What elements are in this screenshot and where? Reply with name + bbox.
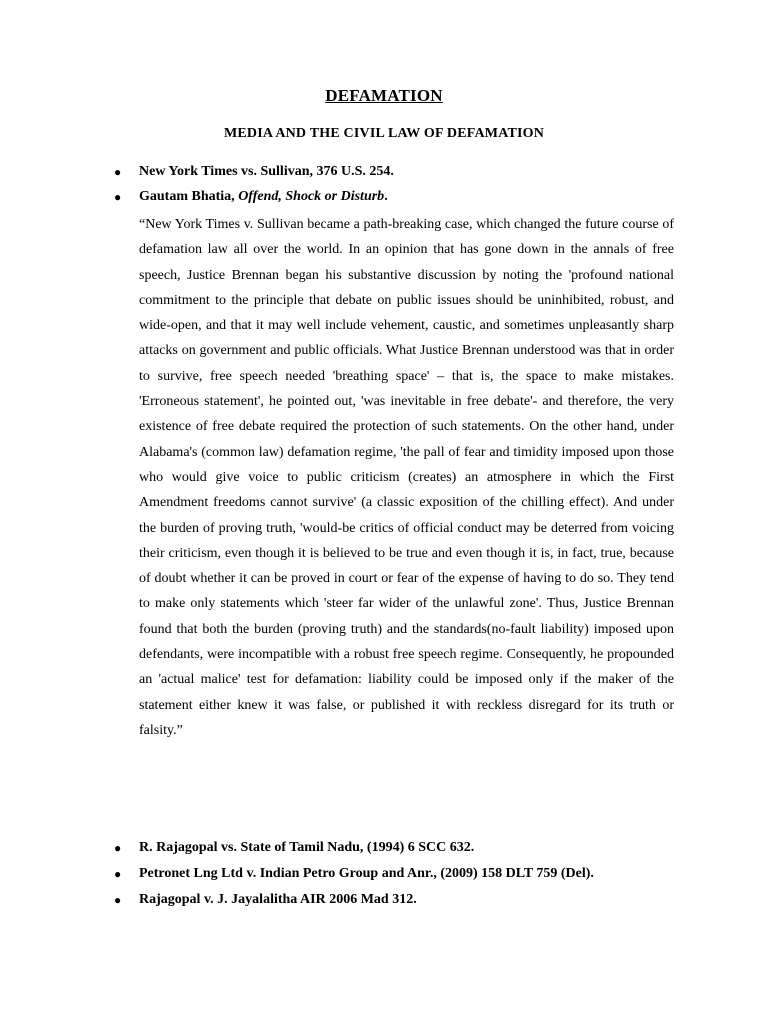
bullet-icon: ● (114, 867, 122, 881)
list-item (0, 864, 768, 884)
case-citation: Rajagopal v. J. Jayalalitha AIR 2006 Mad 312. (139, 892, 417, 907)
bullet-icon: ● (114, 893, 122, 907)
quoted-passage: “New York Times v. Sullivan became a path-breaking case, which changed the future course of defamation law all over the world. In an opinion that has gone down in the annals of free speech, Justice Brennan began his substantive discussion by noting the 'profound national commitment to the principle that debate on public issues should be uninhibited, robust, and wide-open, and that it may well include vehement, caustic, and sometimes unpleasantly sharp attacks on government and public officials. What Justice Brennan understood was that in order to survive, free speech needed 'breathing space' – that is, the space to make mistakes. 'Erroneous statement', he pointed out, 'was inevitable in free debate'- and therefore, the very existence of free debate required the protection of such statements. On the other hand, under Alabama's (common law) defamation regime, 'the pall of fear and timidity imposed upon those who would give voice to public criticism (creates) an atmosphere in which the First Amendment freedoms cannot survive' (a classic exposition of the chilling effect). And under the burden of proving truth, 'would-be critics of official conduct may be deterred from voicing their criticism, even though it is believed to be true and even though it is, in fact, true, because of doubt whether it can be proved in court or fear of the expense of having to do so. They tend to make only statements which 'steer far wider of the unlawful zone'. Thus, Justice Brennan found that both the burden (proving truth) and the standards(no-fault liability) imposed upon defendants, were incompatible with a robust free speech regime. Consequently, he propounded an 'actual malice' test for defamation: liability could be imposed only if the maker of the statement either knew it was false, or published it with reckless disregard for its truth or falsity.” (139, 217, 674, 738)
document-title: DEFAMATION (325, 86, 443, 105)
citation-author: Gautam Bhatia, (139, 189, 239, 204)
article-citation (139, 187, 388, 207)
case-citation: Petronet Lng Ltd v. Indian Petro Group and Anr., (2009) 158 DLT 759 (Del). (139, 866, 594, 881)
list-item (0, 838, 768, 858)
citation-title: Offend, Shock or Disturb (238, 189, 385, 204)
case-citation: New York Times vs. Sullivan, 376 U.S. 254. (139, 164, 394, 179)
list-item (0, 162, 768, 182)
bullet-icon: ● (114, 841, 122, 855)
list-item (0, 187, 768, 207)
citation-suffix: . (384, 189, 388, 204)
bullet-icon: ● (114, 190, 122, 204)
case-citation: R. Rajagopal vs. State of Tamil Nadu, (1994) 6 SCC 632. (139, 840, 475, 855)
bullet-icon: ● (114, 165, 122, 179)
document-subtitle: MEDIA AND THE CIVIL LAW OF DEFAMATION (223, 126, 545, 141)
list-item (0, 890, 768, 910)
